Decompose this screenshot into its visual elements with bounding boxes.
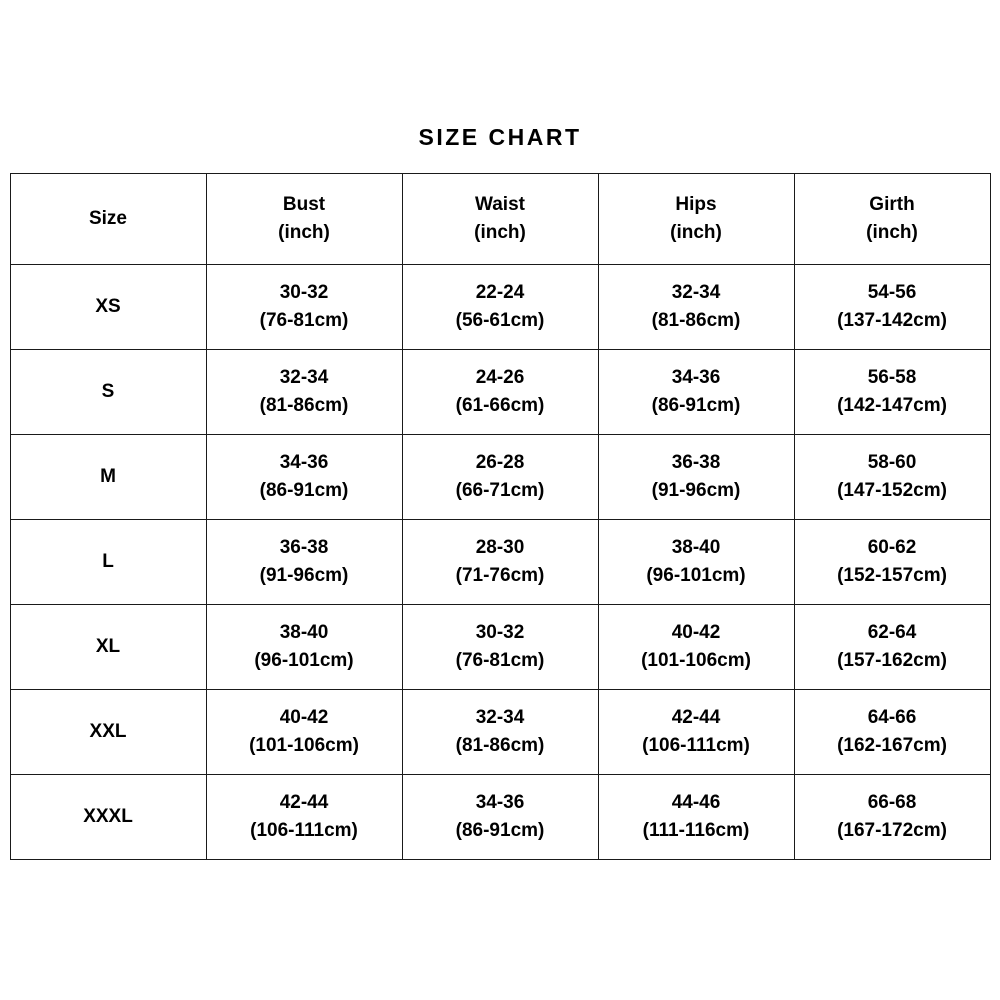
- column-header-size: [10, 174, 206, 265]
- cell-hips-cm: (91-96cm): [651, 480, 741, 501]
- cell-girth: [794, 605, 990, 690]
- cell-waist: [402, 605, 598, 690]
- cell-girth-inch: 66-68: [867, 792, 917, 814]
- cell-bust-cm: (96-101cm): [254, 650, 354, 671]
- cell-bust-cm: (91-96cm): [259, 565, 349, 586]
- cell-girth: [794, 265, 990, 350]
- column-header-girth-label: Girth: [869, 194, 915, 216]
- cell-hips: [598, 265, 794, 350]
- cell-bust: [206, 605, 402, 690]
- cell-waist-cm: (76-81cm): [455, 650, 545, 671]
- column-header-hips-unit: (inch): [670, 222, 722, 243]
- cell-hips-cm: (96-101cm): [646, 565, 746, 586]
- cell-waist-inch: 34-36: [475, 792, 525, 814]
- cell-waist-inch: 32-34: [475, 707, 525, 729]
- cell-bust-inch: 32-34: [279, 367, 329, 389]
- cell-bust: [206, 520, 402, 605]
- table-row: [10, 350, 990, 435]
- cell-bust-inch: 36-38: [279, 537, 329, 559]
- cell-girth-cm: (147-152cm): [837, 480, 947, 501]
- table-header: [10, 174, 990, 265]
- cell-waist-cm: (86-91cm): [455, 820, 545, 841]
- cell-waist: [402, 775, 598, 860]
- cell-bust: [206, 435, 402, 520]
- cell-hips-cm: (106-111cm): [642, 735, 750, 756]
- cell-waist-inch: 30-32: [475, 622, 525, 644]
- cell-waist: [402, 265, 598, 350]
- cell-size: XS: [10, 265, 206, 350]
- cell-hips: [598, 350, 794, 435]
- column-header-girth-unit: (inch): [866, 222, 918, 243]
- page-title: SIZE CHART: [418, 124, 582, 150]
- cell-size: XXXL: [10, 775, 206, 860]
- cell-hips-inch: 42-44: [671, 707, 721, 729]
- cell-waist-inch: 24-26: [475, 367, 525, 389]
- cell-girth-inch: 60-62: [867, 537, 917, 559]
- cell-hips: [598, 690, 794, 775]
- table-body: [10, 265, 990, 860]
- cell-waist: [402, 350, 598, 435]
- cell-hips-cm: (86-91cm): [651, 395, 741, 416]
- cell-waist-cm: (61-66cm): [455, 395, 545, 416]
- table-row: [10, 265, 990, 350]
- cell-bust-inch: 34-36: [279, 452, 329, 474]
- table-header-row: [10, 174, 990, 265]
- table-row: [10, 605, 990, 690]
- cell-waist: [402, 435, 598, 520]
- cell-bust-inch: 42-44: [279, 792, 329, 814]
- size-chart-table-wrapper: [10, 173, 990, 860]
- table-row: [10, 690, 990, 775]
- cell-bust: [206, 690, 402, 775]
- cell-girth-inch: 64-66: [867, 707, 917, 729]
- cell-waist-cm: (71-76cm): [455, 565, 545, 586]
- column-header-hips-label: Hips: [675, 194, 717, 216]
- cell-waist: [402, 690, 598, 775]
- column-header-girth: [794, 174, 990, 265]
- cell-bust-cm: (86-91cm): [259, 480, 349, 501]
- cell-hips-cm: (111-116cm): [642, 820, 750, 841]
- cell-hips-inch: 32-34: [671, 282, 721, 304]
- cell-girth: [794, 690, 990, 775]
- cell-bust-cm: (106-111cm): [250, 820, 358, 841]
- cell-girth: [794, 775, 990, 860]
- column-header-bust-label: Bust: [282, 194, 326, 216]
- cell-girth: [794, 350, 990, 435]
- cell-size: XL: [10, 605, 206, 690]
- cell-waist: [402, 520, 598, 605]
- cell-size: S: [10, 350, 206, 435]
- cell-girth-cm: (152-157cm): [837, 565, 947, 586]
- cell-hips-inch: 44-46: [671, 792, 721, 814]
- cell-waist-cm: (66-71cm): [455, 480, 545, 501]
- column-header-size-label: Size: [88, 208, 128, 230]
- cell-girth-inch: 54-56: [867, 282, 917, 304]
- column-header-waist-label: Waist: [475, 194, 525, 216]
- cell-waist-inch: 26-28: [475, 452, 525, 474]
- cell-bust-cm: (76-81cm): [259, 310, 349, 331]
- table-row: [10, 775, 990, 860]
- cell-hips-inch: 34-36: [671, 367, 721, 389]
- cell-girth-cm: (137-142cm): [837, 310, 947, 331]
- cell-girth-cm: (162-167cm): [837, 735, 947, 756]
- cell-waist-cm: (56-61cm): [455, 310, 545, 331]
- cell-hips: [598, 775, 794, 860]
- cell-hips-inch: 36-38: [671, 452, 721, 474]
- cell-girth-inch: 56-58: [867, 367, 917, 389]
- cell-bust-inch: 38-40: [279, 622, 329, 644]
- cell-bust-inch: 40-42: [279, 707, 329, 729]
- size-chart-table: [10, 173, 991, 860]
- cell-hips-cm: (101-106cm): [641, 650, 751, 671]
- cell-hips-inch: 40-42: [671, 622, 721, 644]
- cell-girth-cm: (167-172cm): [837, 820, 947, 841]
- cell-waist-inch: 22-24: [475, 282, 525, 304]
- column-header-waist-unit: (inch): [474, 222, 526, 243]
- cell-size: XXL: [10, 690, 206, 775]
- cell-bust-inch: 30-32: [279, 282, 329, 304]
- column-header-bust-unit: (inch): [278, 222, 330, 243]
- cell-waist-cm: (81-86cm): [455, 735, 545, 756]
- column-header-hips: [598, 174, 794, 265]
- cell-bust-cm: (101-106cm): [249, 735, 359, 756]
- cell-size: L: [10, 520, 206, 605]
- cell-girth: [794, 520, 990, 605]
- cell-bust-cm: (81-86cm): [259, 395, 349, 416]
- cell-hips: [598, 605, 794, 690]
- cell-girth-cm: (157-162cm): [837, 650, 947, 671]
- cell-hips-cm: (81-86cm): [651, 310, 741, 331]
- cell-hips: [598, 520, 794, 605]
- table-row: [10, 435, 990, 520]
- table-row: [10, 520, 990, 605]
- cell-waist-inch: 28-30: [475, 537, 525, 559]
- cell-girth-cm: (142-147cm): [837, 395, 947, 416]
- column-header-waist: [402, 174, 598, 265]
- cell-hips: [598, 435, 794, 520]
- cell-hips-inch: 38-40: [671, 537, 721, 559]
- cell-girth: [794, 435, 990, 520]
- cell-girth-inch: 58-60: [867, 452, 917, 474]
- cell-bust: [206, 775, 402, 860]
- cell-size: M: [10, 435, 206, 520]
- cell-bust: [206, 350, 402, 435]
- cell-bust: [206, 265, 402, 350]
- column-header-bust: [206, 174, 402, 265]
- cell-girth-inch: 62-64: [867, 622, 917, 644]
